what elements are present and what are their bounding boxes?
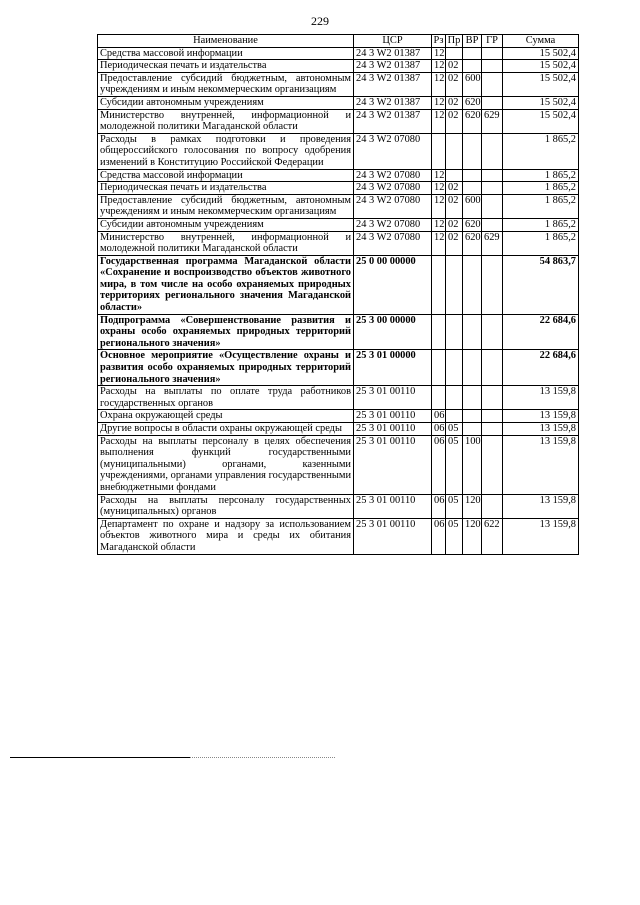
cell-sum: 15 502,4 — [503, 109, 579, 133]
cell-gr — [482, 133, 503, 169]
cell-pr: 05 — [446, 435, 463, 494]
table-row — [98, 218, 579, 231]
cell-sum: 15 502,4 — [503, 47, 579, 60]
cell-sum: 13 159,8 — [503, 518, 579, 554]
table-row — [98, 194, 579, 218]
cell-vr: 120 — [463, 518, 482, 554]
cell-rz: 06 — [432, 518, 446, 554]
table-row — [98, 60, 579, 73]
cell-sum: 13 159,8 — [503, 423, 579, 436]
cell-vr: 120 — [463, 494, 482, 518]
cell-gr — [482, 255, 503, 314]
cell-gr — [482, 435, 503, 494]
header-pr: Пр — [446, 35, 463, 48]
cell-vr — [463, 255, 482, 314]
table-row — [98, 47, 579, 60]
table-row — [98, 386, 579, 410]
cell-gr — [482, 218, 503, 231]
cell-vr — [463, 386, 482, 410]
cell-pr — [446, 169, 463, 182]
cell-name: Периодическая печать и издательства — [98, 60, 354, 73]
cell-rz: 06 — [432, 494, 446, 518]
cell-name: Основное мероприятие «Осуществление охраны и развития особо охраняемых природных территорий регионального значения» — [98, 350, 354, 386]
cell-vr: 600 — [463, 194, 482, 218]
cell-gr — [482, 60, 503, 73]
table-row — [98, 255, 579, 314]
cell-vr — [463, 314, 482, 350]
cell-name: Средства массовой информации — [98, 47, 354, 60]
table-row — [98, 109, 579, 133]
cell-pr: 02 — [446, 194, 463, 218]
cell-gr — [482, 410, 503, 423]
cell-sum: 1 865,2 — [503, 182, 579, 195]
cell-sum: 1 865,2 — [503, 194, 579, 218]
cell-name: Охрана окружающей среды — [98, 410, 354, 423]
cell-csr: 25 3 01 00110 — [354, 423, 432, 436]
cell-csr: 24 3 W2 01387 — [354, 96, 432, 109]
cell-csr: 24 3 W2 01387 — [354, 109, 432, 133]
table-row — [98, 96, 579, 109]
cell-gr — [482, 494, 503, 518]
cell-name: Государственная программа Магаданской области «Сохранение и воспроизводство объектов животного мира, в том числе на особо охраняемых природных территориях регионального значения Магаданской области» — [98, 255, 354, 314]
cell-gr — [482, 350, 503, 386]
cell-sum: 15 502,4 — [503, 60, 579, 73]
cell-pr: 05 — [446, 423, 463, 436]
cell-rz — [432, 386, 446, 410]
cell-gr — [482, 314, 503, 350]
cell-rz: 12 — [432, 96, 446, 109]
cell-rz — [432, 350, 446, 386]
table-row — [98, 494, 579, 518]
cell-sum: 13 159,8 — [503, 386, 579, 410]
cell-rz: 12 — [432, 231, 446, 255]
cell-gr — [482, 423, 503, 436]
cell-pr: 02 — [446, 109, 463, 133]
cell-rz: 12 — [432, 72, 446, 96]
table-body — [98, 47, 579, 554]
cell-gr: 629 — [482, 231, 503, 255]
header-csr: ЦСР — [354, 35, 432, 48]
cell-pr: 02 — [446, 218, 463, 231]
cell-csr: 25 3 01 00110 — [354, 494, 432, 518]
cell-vr — [463, 182, 482, 195]
cell-pr — [446, 255, 463, 314]
cell-csr: 24 3 W2 07080 — [354, 182, 432, 195]
cell-pr: 02 — [446, 96, 463, 109]
cell-pr — [446, 47, 463, 60]
cell-vr — [463, 47, 482, 60]
cell-name: Расходы на выплаты персоналу в целях обеспечения выполнения функций государственными (муниципальными) органами, казенными учреждениями, органами управления государственными внебюджетными фондами — [98, 435, 354, 494]
table-row — [98, 169, 579, 182]
cell-sum: 54 863,7 — [503, 255, 579, 314]
table-row — [98, 182, 579, 195]
header-sum: Сумма — [503, 35, 579, 48]
cell-vr: 620 — [463, 96, 482, 109]
cell-csr: 24 3 W2 07080 — [354, 169, 432, 182]
cell-pr — [446, 133, 463, 169]
cell-gr: 629 — [482, 109, 503, 133]
cell-name: Расходы в рамках подготовки и проведения общероссийского голосования по вопросу одобрения изменений в Конституцию Российской Федерации — [98, 133, 354, 169]
table-header-row — [98, 35, 579, 48]
cell-rz: 06 — [432, 423, 446, 436]
cell-vr — [463, 410, 482, 423]
table-row — [98, 435, 579, 494]
cell-csr: 24 3 W2 07080 — [354, 218, 432, 231]
cell-vr: 620 — [463, 231, 482, 255]
cell-csr: 24 3 W2 01387 — [354, 47, 432, 60]
cell-csr: 24 3 W2 07080 — [354, 133, 432, 169]
page-number: 229 — [311, 14, 329, 28]
cell-csr: 24 3 W2 07080 — [354, 194, 432, 218]
cell-rz: 12 — [432, 194, 446, 218]
table-row — [98, 410, 579, 423]
cell-csr: 25 3 01 00110 — [354, 435, 432, 494]
cell-csr: 24 3 W2 01387 — [354, 72, 432, 96]
cell-vr — [463, 60, 482, 73]
cell-sum: 1 865,2 — [503, 133, 579, 169]
cell-sum: 15 502,4 — [503, 72, 579, 96]
cell-pr — [446, 314, 463, 350]
header-rz: Рз — [432, 35, 446, 48]
cell-name: Расходы на выплаты персоналу государственных (муниципальных) органов — [98, 494, 354, 518]
cell-vr — [463, 350, 482, 386]
cell-rz: 12 — [432, 109, 446, 133]
cell-vr: 100 — [463, 435, 482, 494]
cell-sum: 22 684,6 — [503, 350, 579, 386]
table-row — [98, 350, 579, 386]
cell-csr: 25 0 00 00000 — [354, 255, 432, 314]
footer-rule-dotted — [190, 757, 335, 758]
cell-gr — [482, 96, 503, 109]
cell-csr: 25 3 01 00000 — [354, 350, 432, 386]
cell-vr — [463, 169, 482, 182]
cell-name: Министерство внутренней, информационной и молодежной политики Магаданской области — [98, 231, 354, 255]
cell-csr: 25 3 01 00110 — [354, 518, 432, 554]
cell-name: Периодическая печать и издательства — [98, 182, 354, 195]
cell-vr — [463, 423, 482, 436]
cell-pr — [446, 386, 463, 410]
header-name: Наименование — [98, 35, 354, 48]
cell-sum: 13 159,8 — [503, 435, 579, 494]
cell-rz: 12 — [432, 182, 446, 195]
cell-name: Предоставление субсидий бюджетным, автономным учреждениям и иным некоммерческим организациям — [98, 72, 354, 96]
cell-rz: 12 — [432, 47, 446, 60]
cell-csr: 25 3 01 00110 — [354, 386, 432, 410]
table-row — [98, 231, 579, 255]
cell-rz — [432, 133, 446, 169]
cell-sum: 15 502,4 — [503, 96, 579, 109]
cell-gr — [482, 72, 503, 96]
cell-gr — [482, 47, 503, 60]
cell-sum: 13 159,8 — [503, 494, 579, 518]
cell-gr — [482, 169, 503, 182]
cell-vr: 620 — [463, 218, 482, 231]
cell-pr: 02 — [446, 231, 463, 255]
cell-gr — [482, 386, 503, 410]
cell-name: Расходы на выплаты по оплате труда работников государственных органов — [98, 386, 354, 410]
cell-gr — [482, 182, 503, 195]
cell-pr — [446, 410, 463, 423]
cell-name: Департамент по охране и надзору за использованием объектов животного мира и среды их обитания Магаданской области — [98, 518, 354, 554]
cell-name: Субсидии автономным учреждениям — [98, 96, 354, 109]
cell-sum: 13 159,8 — [503, 410, 579, 423]
cell-rz: 12 — [432, 169, 446, 182]
footer-rule — [10, 757, 190, 758]
cell-rz — [432, 255, 446, 314]
table-row — [98, 423, 579, 436]
cell-rz: 06 — [432, 410, 446, 423]
budget-table — [97, 34, 579, 555]
cell-gr — [482, 194, 503, 218]
cell-rz: 06 — [432, 435, 446, 494]
cell-rz: 12 — [432, 218, 446, 231]
cell-vr: 600 — [463, 72, 482, 96]
cell-name: Подпрограмма «Совершенствование развития и охраны особо охраняемых природных территорий регионального значения» — [98, 314, 354, 350]
header-vr: ВР — [463, 35, 482, 48]
cell-pr: 02 — [446, 182, 463, 195]
cell-csr: 25 3 00 00000 — [354, 314, 432, 350]
cell-name: Средства массовой информации — [98, 169, 354, 182]
cell-vr: 620 — [463, 109, 482, 133]
cell-name: Предоставление субсидий бюджетным, автономным учреждениям и иным некоммерческим организациям — [98, 194, 354, 218]
cell-rz — [432, 314, 446, 350]
cell-csr: 24 3 W2 07080 — [354, 231, 432, 255]
table-row — [98, 72, 579, 96]
cell-pr: 02 — [446, 60, 463, 73]
cell-csr: 24 3 W2 01387 — [354, 60, 432, 73]
cell-name: Другие вопросы в области охраны окружающей среды — [98, 423, 354, 436]
cell-vr — [463, 133, 482, 169]
cell-sum: 1 865,2 — [503, 231, 579, 255]
cell-sum: 22 684,6 — [503, 314, 579, 350]
cell-rz: 12 — [432, 60, 446, 73]
cell-pr: 02 — [446, 72, 463, 96]
cell-gr: 622 — [482, 518, 503, 554]
cell-pr — [446, 350, 463, 386]
cell-pr: 05 — [446, 494, 463, 518]
cell-sum: 1 865,2 — [503, 169, 579, 182]
table-row — [98, 133, 579, 169]
cell-sum: 1 865,2 — [503, 218, 579, 231]
cell-name: Субсидии автономным учреждениям — [98, 218, 354, 231]
header-gr: ГР — [482, 35, 503, 48]
cell-csr: 25 3 01 00110 — [354, 410, 432, 423]
cell-name: Министерство внутренней, информационной и молодежной политики Магаданской области — [98, 109, 354, 133]
table-row — [98, 314, 579, 350]
cell-pr: 05 — [446, 518, 463, 554]
table-row — [98, 518, 579, 554]
